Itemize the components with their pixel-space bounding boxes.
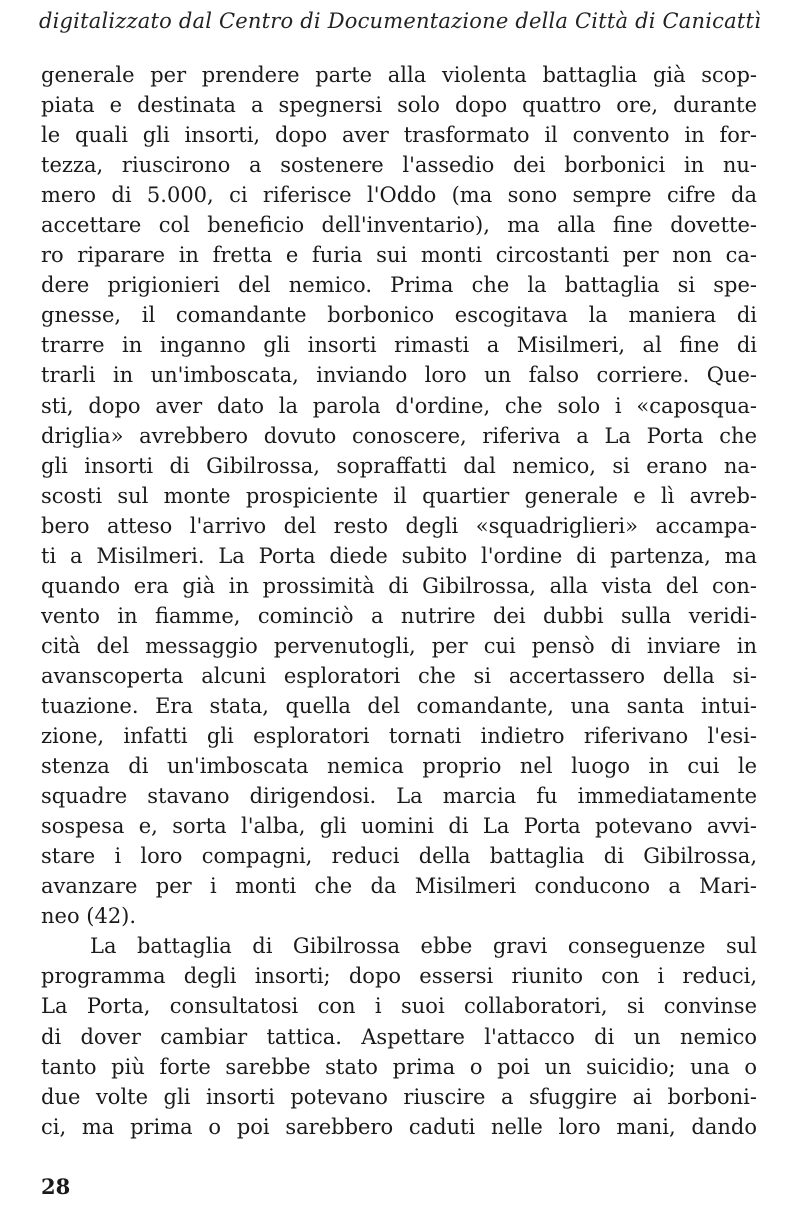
text-line: due volte gli insorti potevano riuscire a sfuggire ai borboni-	[41, 1084, 757, 1109]
text-line: scosti sul monte prospiciente il quartier generale e lì avreb-	[41, 483, 757, 508]
text-line: avanscoperta alcuni esploratori che si accertassero della si-	[41, 663, 757, 688]
text-line: ci, ma prima o poi sarebbero caduti nelle loro mani, dando	[41, 1114, 757, 1139]
text-line: stare i loro compagni, reduci della battaglia di Gibilrossa,	[41, 844, 757, 869]
text-line: ti a Misilmeri. La Porta diede subito l'ordine di partenza, ma	[41, 543, 757, 568]
text-line: programma degli insorti; dopo essersi riunito con i reduci,	[41, 964, 757, 989]
text-line: piata e destinata a spegnersi solo dopo quattro ore, durante	[41, 93, 757, 118]
text-line: gnesse, il comandante borbonico escogitava la maniera di	[41, 303, 757, 328]
text-line: La battaglia di Gibilrossa ebbe gravi conseguenze sul	[90, 934, 757, 959]
text-line: trarli in un'imboscata, inviando loro un falso corriere. Que-	[41, 363, 757, 388]
text-line: bero atteso l'arrivo del resto degli «squadriglieri» accampa-	[41, 513, 757, 538]
text-line: squadre stavano dirigendosi. La marcia fu immediatamente	[41, 784, 757, 809]
text-line: tezza, riuscirono a sostenere l'assedio dei borbonici in nu-	[41, 153, 757, 178]
text-line: gli insorti di Gibilrossa, sopraffatti dal nemico, si erano na-	[41, 453, 757, 478]
text-line: vento in fiamme, cominciò a nutrire dei dubbi sulla veridi-	[41, 603, 757, 628]
text-line: trarre in inganno gli insorti rimasti a Misilmeri, al fine di	[41, 333, 757, 358]
text-line: stenza di un'imboscata nemica proprio nel luogo in cui le	[41, 754, 757, 779]
text-line: le quali gli insorti, dopo aver trasformato il convento in for-	[41, 123, 757, 148]
page-number: 28	[41, 1174, 71, 1199]
digitization-watermark: digitalizzato dal Centro di Documentazione della Città di Canicattì	[38, 9, 762, 33]
text-line: ro riparare in fretta e furia sui monti circostanti per non ca-	[41, 243, 757, 268]
text-line: zione, infatti gli esploratori tornati indietro riferivano l'esi-	[41, 724, 757, 749]
text-line: avanzare per i monti che da Misilmeri conducono a Mari-	[41, 874, 757, 899]
page-body-text	[41, 60, 757, 1142]
text-line: quando era già in prossimità di Gibilrossa, alla vista del con-	[41, 573, 757, 598]
text-line: cità del messaggio pervenutogli, per cui pensò di inviare in	[41, 633, 757, 658]
text-line: di dover cambiar tattica. Aspettare l'attacco di un nemico	[41, 1024, 757, 1049]
text-line: driglia» avrebbero dovuto conoscere, riferiva a La Porta che	[41, 423, 757, 448]
text-line: neo (42).	[41, 904, 137, 929]
text-line: sospesa e, sorta l'alba, gli uomini di La Porta potevano avvi-	[41, 814, 757, 839]
text-line: mero di 5.000, ci riferisce l'Oddo (ma sono sempre cifre da	[41, 183, 757, 208]
text-line: sti, dopo aver dato la parola d'ordine, che solo i «caposqua-	[41, 393, 757, 418]
text-line: La Porta, consultatosi con i suoi collaboratori, si convinse	[41, 994, 757, 1019]
text-line: tanto più forte sarebbe stato prima o poi un suicidio; una o	[41, 1054, 757, 1079]
text-line: generale per prendere parte alla violenta battaglia già scop-	[41, 63, 757, 87]
text-line: dere prigionieri del nemico. Prima che la battaglia si spe-	[41, 273, 757, 298]
text-line: accettare col beneficio dell'inventario), ma alla fine dovette-	[41, 213, 757, 238]
text-line: tuazione. Era stata, quella del comandante, una santa intui-	[41, 693, 757, 718]
